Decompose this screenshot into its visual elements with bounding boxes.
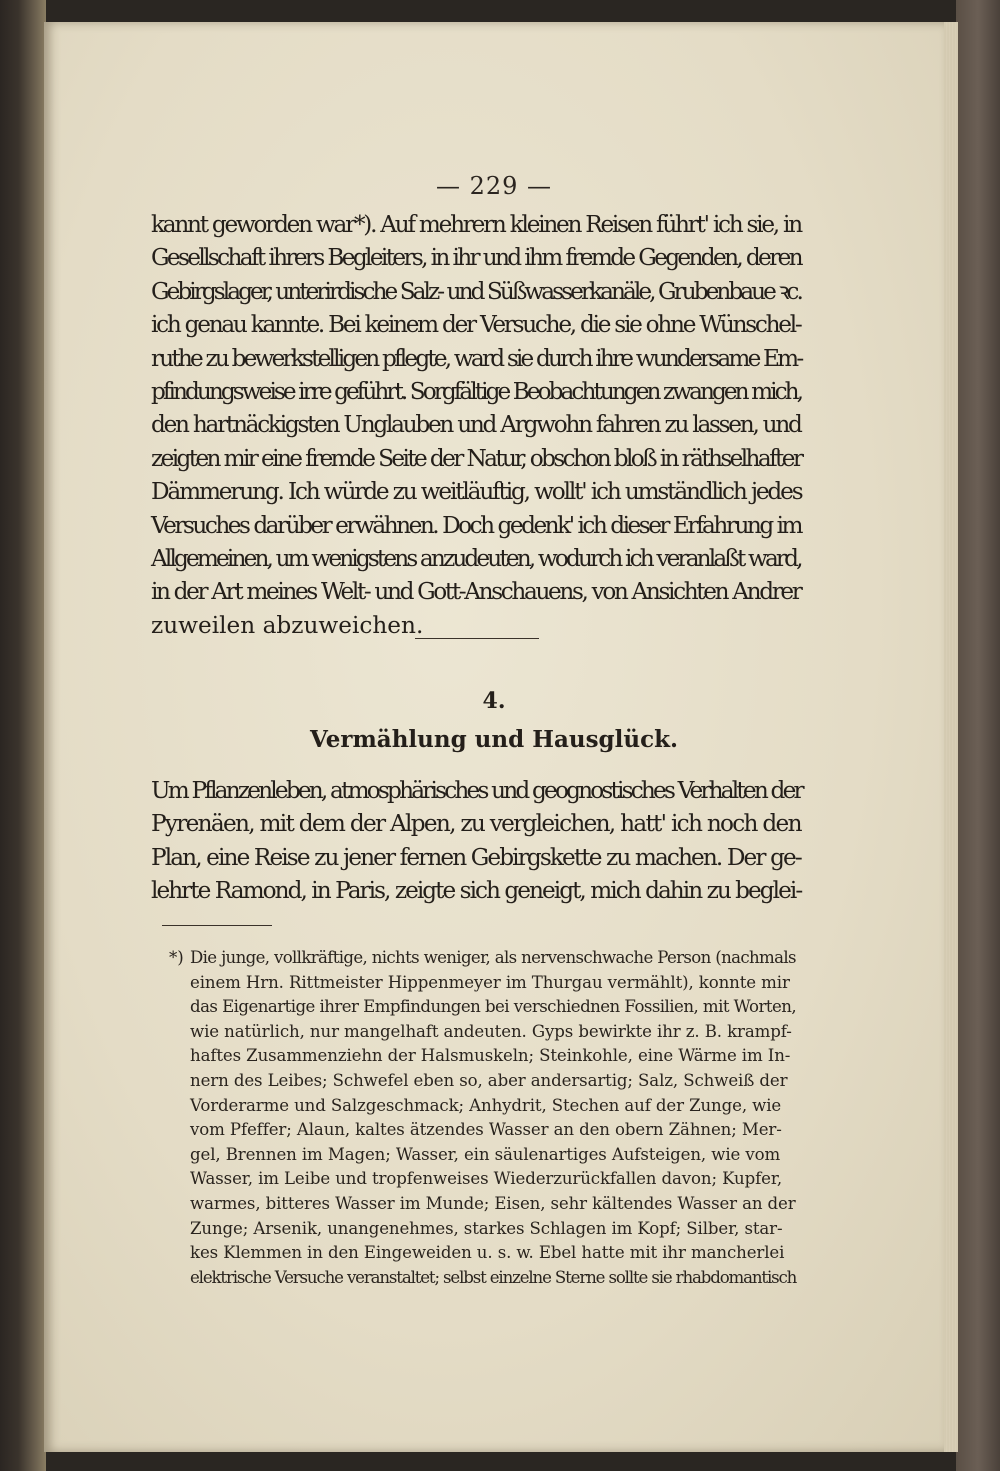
page-number: — 229 — (435, 172, 553, 200)
text-line: zuweilen abzuweichen. (151, 611, 424, 639)
footnote-marker: *) (169, 948, 184, 967)
text-line: lehrte Ramond, in Paris, zeigte sich geneigt, mich dahin zu beglei- (151, 877, 802, 905)
footnote-line: Die junge, vollkräftige, nichts weniger, als nervenschwache Person (nachmals (190, 948, 796, 967)
paragraph-1 (151, 208, 801, 642)
footnote-line: Vorderarme und Salzgeschmack; Anhydrit, Stechen auf der Zunge, wie (190, 1095, 782, 1115)
footnote-line: kes Klemmen in den Eingeweiden u. s. w. Ebel hatte mit ihr mancherlei (190, 1243, 785, 1263)
footnote-line: nern des Leibes; Schwefel eben so, aber andersartig; Salz, Schweiß der (190, 1070, 788, 1090)
footnote-line: vom Pfeffer; Alaun, kaltes ätzendes Wasser an den obern Zähnen; Mer- (190, 1120, 782, 1140)
footnote-line: elektrische Versuche veranstaltet; selbst einzelne Sterne sollte sie rhabdomantisch (190, 1267, 797, 1287)
footnote-line: warmes, bitteres Wasser im Munde; Eisen, sehr kältendes Wasser an der (190, 1193, 796, 1213)
text-line: ruthe zu bewerkstelligen pflegte, ward sie durch ihre wundersame Em- (151, 344, 802, 372)
section-number: 4. (482, 688, 506, 714)
text-line: pfindungsweise irre geführt. Sorgfältige Beobachtungen zwangen mich, (151, 378, 802, 406)
text-line: Dämmerung. Ich würde zu weitläuftig, wollt' ich umständlich jedes (151, 478, 802, 506)
text-line: den hartnäckigsten Unglauben und Argwohn fahren zu lassen, und (151, 411, 801, 439)
text-line: Gebirgslager, unterirdische Salz- und Süßwasserkanäle, Grubenbaue ꝛc. (151, 277, 801, 305)
text-line: in der Art meines Welt- und Gott-Anschauens, von Ansichten Andrer (151, 578, 801, 606)
text-line: ich genau kannte. Bei keinem der Versuche, die sie ohne Wünschel- (151, 311, 801, 339)
footnote-line: einem Hrn. Rittmeister Hippenmeyer im Thurgau vermählt), konnte mir (190, 972, 790, 992)
section-title: Vermählung und Hausglück. (309, 726, 679, 753)
footnote-line: Zunge; Arsenik, unangenehmes, starkes Schlagen im Kopf; Silber, star- (190, 1218, 783, 1238)
text-line: zeigten mir eine fremde Seite der Natur, obschon bloß in räthselhafter (151, 444, 802, 472)
text-line: kannt geworden war*). Auf mehrern kleinen Reisen führt' ich sie, in (151, 211, 801, 238)
footnote-line: Wasser, im Leibe und tropfenweises Wiederzurückfallen davon; Kupfer, (190, 1169, 782, 1189)
book-page (44, 22, 944, 1452)
text-line: Gesellschaft ihrers Begleiters, in ihr und ihm fremde Gegenden, deren (151, 244, 801, 272)
footnote-rule (162, 925, 272, 926)
text-line: Pyrenäen, mit dem der Alpen, zu vergleichen, hatt' ich noch den (151, 810, 801, 838)
section-divider (415, 638, 539, 639)
text-line: Allgemeinen, um wenigstens anzudeuten, wodurch ich veranlaßt ward, (151, 545, 801, 573)
paragraph-2 (151, 774, 801, 908)
left-page-edge (0, 0, 46, 1471)
text-line: Plan, eine Reise zu jener fernen Gebirgskette zu machen. Der ge- (151, 843, 801, 871)
text-line: Versuches darüber erwähnen. Doch gedenk' ich dieser Erfahrung im (151, 511, 802, 539)
footnote-line: haftes Zusammenziehn der Halsmuskeln; Steinkohle, eine Wärme im In- (190, 1046, 791, 1066)
footnote-line: wie natürlich, nur mangelhaft andeuten. Gyps bewirkte ihr z. B. krampf- (190, 1021, 792, 1041)
footnote-line: gel, Brennen im Magen; Wasser, ein säulenartiges Aufsteigen, wie vom (190, 1144, 781, 1164)
book-cover-edge (956, 0, 1000, 1471)
footnote-line: das Eigenartige ihrer Empfindungen bei verschiednen Fossilien, mit Worten, (190, 997, 797, 1017)
footnote (169, 946, 804, 1290)
text-line: Um Pflanzenleben, atmosphärisches und geognostisches Verhalten der (151, 777, 802, 804)
